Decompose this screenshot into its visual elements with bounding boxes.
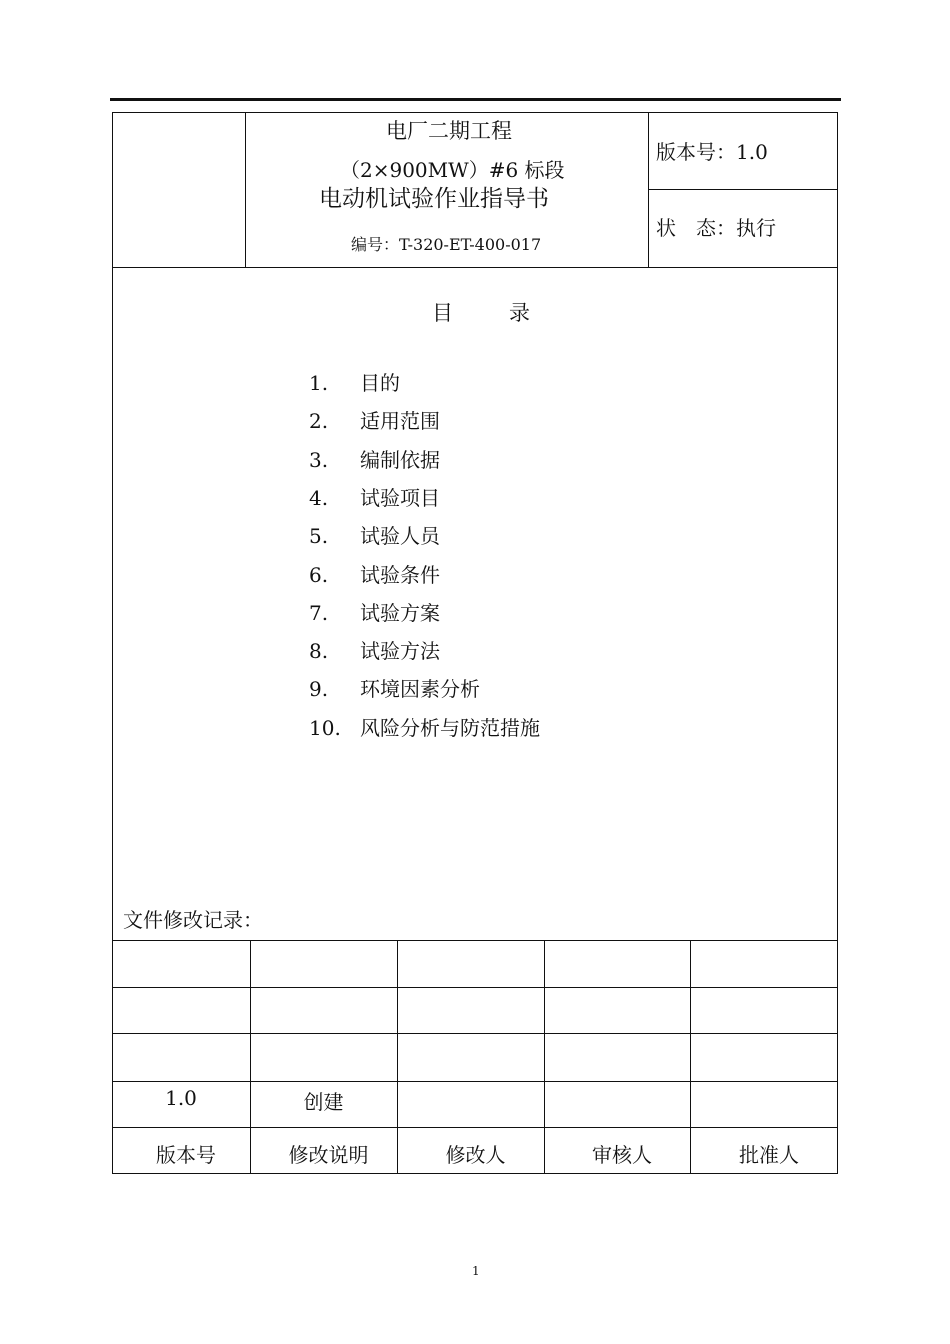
toc-item-text: 试验条件 bbox=[360, 563, 440, 587]
rev-header-description: 修改说明 bbox=[288, 1143, 369, 1167]
toc-item-text: 试验方案 bbox=[360, 601, 440, 625]
rev-table-line bbox=[112, 987, 838, 988]
toc-item-num: 8. bbox=[309, 639, 329, 663]
toc-item-text: 目的 bbox=[360, 371, 400, 395]
toc-item-num: 10. bbox=[309, 716, 341, 740]
rev-cell-version: 1.0 bbox=[165, 1086, 197, 1110]
rev-table-line bbox=[112, 940, 838, 941]
toc-item-text: 试验项目 bbox=[360, 486, 440, 510]
rev-table-line bbox=[112, 1081, 838, 1082]
toc-item-text: 适用范围 bbox=[360, 409, 440, 433]
rev-table-line bbox=[112, 1127, 838, 1128]
rev-header-modifier: 修改人 bbox=[445, 1143, 506, 1167]
header-meta-divider bbox=[648, 189, 838, 190]
toc-item-num: 1. bbox=[309, 371, 329, 395]
doc-code: 编号：T-320-ET-400-017 bbox=[351, 235, 542, 254]
toc-item-text: 环境因素分析 bbox=[360, 677, 480, 701]
toc-item-num: 7. bbox=[309, 601, 329, 625]
toc-item-text: 试验人员 bbox=[360, 524, 440, 548]
toc-item-text: 试验方法 bbox=[360, 639, 440, 663]
version-label: 版本号：1.0 bbox=[656, 140, 768, 164]
toc-item-text: 风险分析与防范措施 bbox=[360, 716, 540, 740]
status-label: 状 态：执行 bbox=[656, 216, 776, 240]
top-rule bbox=[110, 98, 841, 101]
rev-table-line bbox=[112, 1033, 838, 1034]
rev-cell-description: 创建 bbox=[303, 1090, 344, 1114]
toc-item-num: 2. bbox=[309, 409, 329, 433]
toc-title-right: 录 bbox=[509, 301, 530, 325]
document-frame bbox=[112, 112, 838, 1174]
rev-header-reviewer: 审核人 bbox=[592, 1143, 652, 1167]
rev-header-version: 版本号 bbox=[156, 1143, 216, 1167]
header-bottom-line bbox=[112, 267, 838, 268]
rev-header-approver: 批准人 bbox=[739, 1143, 799, 1167]
header-divider-left bbox=[245, 112, 246, 267]
doc-title: 电动机试验作业指导书 bbox=[319, 186, 549, 212]
toc-item-text: 编制依据 bbox=[360, 448, 440, 472]
toc-item-num: 9. bbox=[309, 677, 329, 701]
toc-item-num: 6. bbox=[309, 563, 329, 587]
page-number: 1 bbox=[472, 1264, 480, 1278]
revision-title: 文件修改记录： bbox=[123, 908, 263, 932]
toc-item-num: 4. bbox=[309, 486, 329, 510]
project-line2: （2×900MW）#6 标段 bbox=[340, 158, 565, 182]
toc-item-num: 5. bbox=[309, 524, 329, 548]
toc-item-num: 3. bbox=[309, 448, 329, 472]
project-line1: 电厂二期工程 bbox=[386, 119, 512, 143]
toc-title-left: 目 bbox=[432, 301, 453, 325]
